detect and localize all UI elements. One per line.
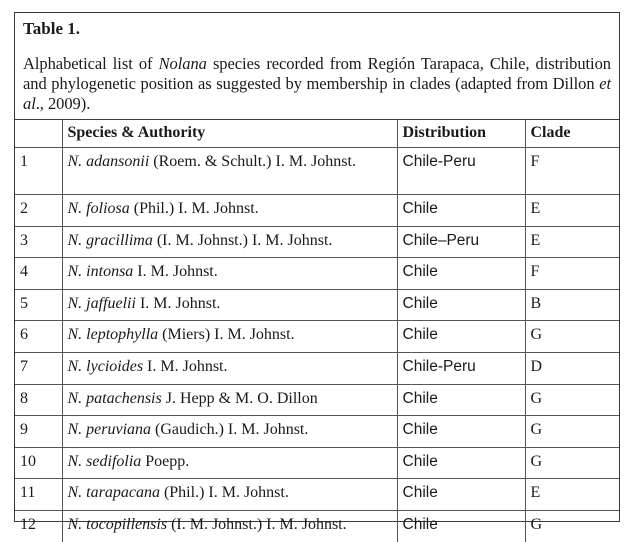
- row-number: 2: [15, 195, 62, 227]
- table-row: [15, 510, 619, 541]
- species-authority: (I. M. Johnst.) I. M. Johnst.: [167, 515, 347, 533]
- distribution-cell: Chile: [397, 479, 525, 511]
- header-number: [15, 120, 62, 148]
- species-name: N. leptophylla: [67, 326, 159, 344]
- table-frame: [14, 12, 620, 533]
- distribution-cell: Chile: [397, 195, 525, 227]
- species-cell: [62, 352, 397, 384]
- header-species: Species & Authority: [62, 120, 397, 148]
- table-body: [15, 148, 619, 542]
- row-number: 10: [15, 447, 62, 479]
- species-cell: [62, 447, 397, 479]
- species-authority: I. M. Johnst.: [135, 294, 221, 312]
- clade-cell: E: [525, 195, 619, 227]
- table-row: [15, 226, 619, 258]
- distribution-cell: Chile: [397, 321, 525, 353]
- species-name: N. peruviana: [67, 421, 152, 439]
- table-caption: [15, 13, 619, 120]
- species-cell: [62, 416, 397, 448]
- species-authority: I. M. Johnst.: [133, 263, 218, 281]
- table-row: [15, 384, 619, 416]
- species-cell: [62, 479, 397, 511]
- clade-cell: B: [525, 289, 619, 321]
- desc-text: Alphabetical list of: [23, 54, 159, 73]
- species-name: N. sedifolia: [67, 452, 142, 470]
- row-number: 4: [15, 258, 62, 290]
- distribution-cell: Chile: [397, 384, 525, 416]
- species-name: N. adansonii: [67, 153, 150, 170]
- species-cell: [62, 289, 397, 321]
- species-table: [15, 120, 619, 542]
- species-authority: I. M. Johnst.: [143, 357, 228, 375]
- desc-text: ., 2009).: [35, 94, 91, 113]
- row-number: 12: [15, 510, 62, 541]
- distribution-cell: Chile: [397, 447, 525, 479]
- clade-cell: G: [530, 515, 543, 533]
- clade-cell: G: [525, 321, 619, 353]
- table-label: Table 1.: [23, 19, 81, 38]
- species-name: N. intonsa: [67, 263, 134, 281]
- species-authority: (Roem. & Schult.) I. M. Johnst.: [149, 153, 356, 170]
- species-name: N. patachensis: [67, 389, 162, 407]
- clade-cell: G: [525, 416, 619, 448]
- species-cell: [62, 195, 397, 227]
- clade-cell: G: [525, 384, 619, 416]
- species-authority: (Phil.) I. M. Johnst.: [159, 484, 289, 502]
- row-number: 1: [15, 148, 62, 195]
- clade-cell: F: [525, 148, 619, 195]
- clade-cell: F: [525, 258, 619, 290]
- desc-text: species recorded from Región Tarapaca, Chile, distribution and phylogenetic position as suggested by membership in clades (adapted from Dillon: [23, 54, 611, 93]
- table-row: [15, 352, 619, 384]
- species-name: N. tarapacana: [67, 484, 160, 502]
- species-authority: J. Hepp & M. O. Dillon: [161, 389, 318, 407]
- species-name: N. jaffuelii: [67, 294, 136, 312]
- row-number: 11: [15, 479, 62, 511]
- species-cell: [62, 510, 397, 541]
- header-distribution: Distribution: [397, 120, 525, 148]
- species-authority: (Miers) I. M. Johnst.: [158, 326, 295, 344]
- species-cell: [62, 258, 397, 290]
- desc-genus: Nolana: [158, 54, 207, 73]
- species-name: N. foliosa: [67, 200, 130, 217]
- table-row: [15, 258, 619, 290]
- species-name: N. gracillima: [67, 231, 153, 249]
- clade-cell: D: [525, 352, 619, 384]
- species-name: N. tocopillensis: [67, 515, 168, 533]
- table-row: [15, 479, 619, 511]
- row-number: 7: [15, 352, 62, 384]
- clade-cell: E: [525, 479, 619, 511]
- table-row: [15, 195, 619, 227]
- distribution-cell: Chile: [397, 258, 525, 290]
- row-number: 8: [15, 384, 62, 416]
- distribution-cell: Chile: [397, 289, 525, 321]
- species-authority: Poepp.: [141, 452, 190, 470]
- row-number: 9: [15, 416, 62, 448]
- clade-cell: E: [525, 226, 619, 258]
- species-cell: [62, 384, 397, 416]
- table-row: [15, 447, 619, 479]
- row-number: 3: [15, 226, 62, 258]
- table-row: [15, 321, 619, 353]
- distribution-cell: Chile: [397, 510, 525, 541]
- species-authority: (Gaudich.) I. M. Johnst.: [151, 421, 309, 439]
- distribution-cell: Chile–Peru: [397, 226, 525, 258]
- table-description: [23, 54, 611, 114]
- distribution-cell: Chile: [397, 416, 525, 448]
- species-name: N. lycioides: [67, 357, 144, 375]
- desc-etal: et al: [23, 74, 611, 113]
- table-row: [15, 289, 619, 321]
- table-row: [15, 148, 619, 195]
- clade-cell: G: [525, 447, 619, 479]
- header-row: [15, 120, 619, 148]
- row-number: 6: [15, 321, 62, 353]
- species-cell: [62, 226, 397, 258]
- header-clade: Clade: [525, 120, 619, 148]
- row-number: 5: [15, 289, 62, 321]
- distribution-cell: Chile-Peru: [397, 148, 525, 195]
- distribution-cell: Chile-Peru: [397, 352, 525, 384]
- species-authority: (Phil.) I. M. Johnst.: [129, 200, 259, 217]
- species-cell: [62, 321, 397, 353]
- species-cell: [62, 148, 397, 195]
- species-authority: (I. M. Johnst.) I. M. Johnst.: [152, 231, 333, 249]
- table-row: [15, 416, 619, 448]
